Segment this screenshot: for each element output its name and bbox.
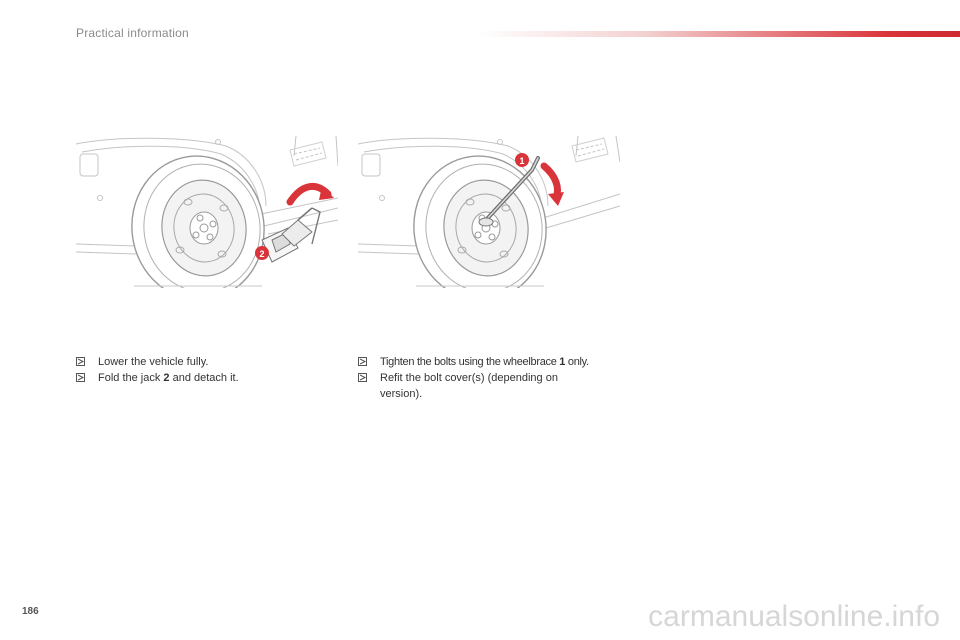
instruction-step — [76, 354, 346, 370]
arrow-bullet-icon — [358, 373, 367, 382]
watermark: carmanualsonline.info — [648, 600, 940, 633]
instruction-step — [76, 370, 346, 386]
step-reference-number: 1 — [559, 356, 566, 368]
jack-illustration — [76, 136, 338, 288]
right-instructions — [358, 354, 628, 402]
callout-2-label: 2 — [259, 249, 265, 259]
arrow-bullet-icon — [76, 357, 85, 366]
step-text-suffix: only. — [565, 356, 589, 368]
header-accent-bar — [478, 31, 960, 37]
arrow-bullet-icon — [358, 357, 367, 366]
illustration-tighten-bolts — [358, 136, 620, 288]
wheelbrace-illustration — [358, 136, 620, 288]
step-reference-number: 2 — [163, 372, 170, 384]
step-text: Lower the vehicle fully. — [98, 356, 209, 368]
instruction-step — [358, 370, 628, 402]
step-text: Refit the bolt cover(s) (depending on version). — [380, 372, 558, 400]
arrow-bullet-icon — [76, 373, 85, 382]
section-title: Practical information — [76, 26, 189, 40]
callout-1-label: 1 — [519, 156, 525, 166]
left-instructions — [76, 354, 346, 386]
page-number: 186 — [22, 606, 39, 617]
instruction-step — [358, 354, 628, 370]
illustration-lower-vehicle — [76, 136, 338, 288]
step-text: Tighten the bolts using the wheelbrace — [380, 356, 560, 368]
step-text-suffix: and detach it. — [169, 372, 239, 384]
step-text: Fold the jack — [98, 372, 164, 384]
